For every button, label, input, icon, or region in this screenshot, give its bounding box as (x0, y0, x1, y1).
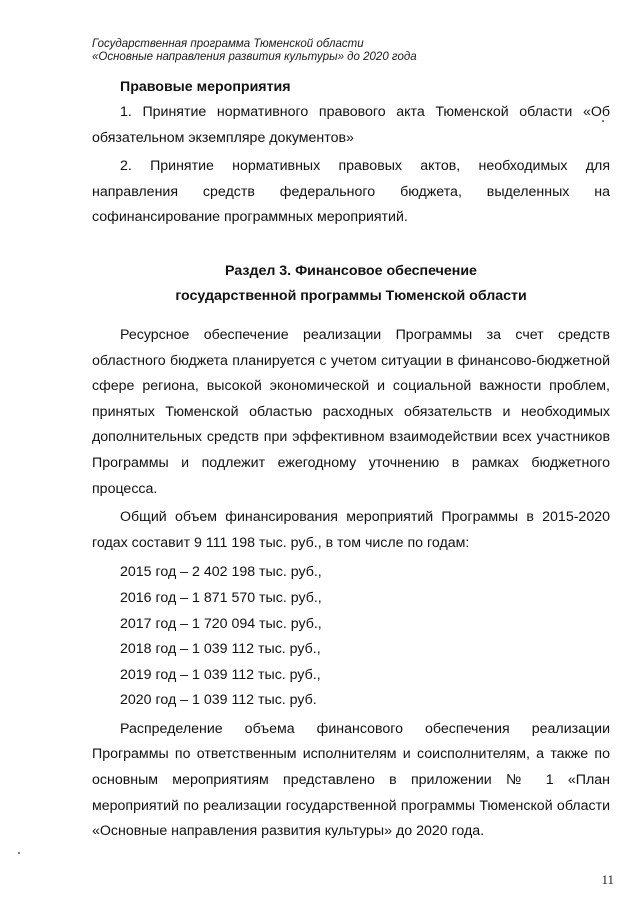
legal-measure-item-1: 1. Принятие нормативного правового акта Тюменской области «Об обязательном экземпляре документов» (92, 104, 610, 146)
section-3-title-line-1: Раздел 3. Финансовое обеспечение (225, 262, 477, 279)
funding-year-item: 2020 год – 1 039 112 тыс. руб. (120, 692, 317, 709)
spacer (92, 309, 610, 323)
funding-year-item: 2016 год – 1 871 570 тыс. руб., (120, 589, 322, 606)
running-header (92, 38, 417, 64)
page-content (92, 75, 610, 845)
funding-year-item: 2015 год – 2 402 198 тыс. руб., (120, 564, 322, 581)
resource-paragraph: Ресурсное обеспечение реализации Программы за счет средств областного бюджета планируется с учетом ситуации в финансово-бюджетной сфере региона, высокой экономической и социальной важности проблем, принятых Тюменской областью расходных обязательств и необходимых дополнительных средств при эффективном взаимодействии всех участников Программы и подлежит ежегодному уточнению в рамках бюджетного процесса. (92, 326, 610, 497)
funding-year-item: 2017 год – 1 720 094 тыс. руб., (120, 615, 322, 632)
page-number: 11 (601, 872, 614, 887)
scan-speck (602, 120, 604, 122)
section-3-title-line-2: государственной программы Тюменской области (175, 287, 527, 304)
funding-year-item: 2018 год – 1 039 112 тыс. руб., (120, 641, 321, 658)
legal-measure-item-2: 2. Принятие нормативных правовых актов, необходимых для направления средств федерального бюджета, выделенных на софинансирование программных мероприятий. (92, 158, 610, 226)
header-line-2: «Основные направления развития культуры» до 2020 года (92, 51, 417, 63)
funding-by-year-list (92, 560, 610, 714)
funding-year-item: 2019 год – 1 039 112 тыс. руб., (120, 666, 321, 683)
spacer (92, 231, 610, 259)
legal-measures-heading: Правовые мероприятия (120, 79, 291, 95)
scan-speck (18, 852, 20, 854)
header-line-1: Государственная программа Тюменской области (92, 38, 364, 50)
total-funding-paragraph: Общий объем финансирования мероприятий Программы в 2015-2020 годах составит 9 111 198 тыс. руб., в том числе по годам: (92, 509, 610, 551)
distribution-paragraph: Распределение объема финансового обеспечения реализации Программы по ответственным исполнителям и соисполнителям, а также по основным мероприятиям представлено в приложении № 1 «План мероприятий по реализации государственной программы Тюменской области «Основные направления развития культуры» до 2020 года. (92, 720, 610, 840)
